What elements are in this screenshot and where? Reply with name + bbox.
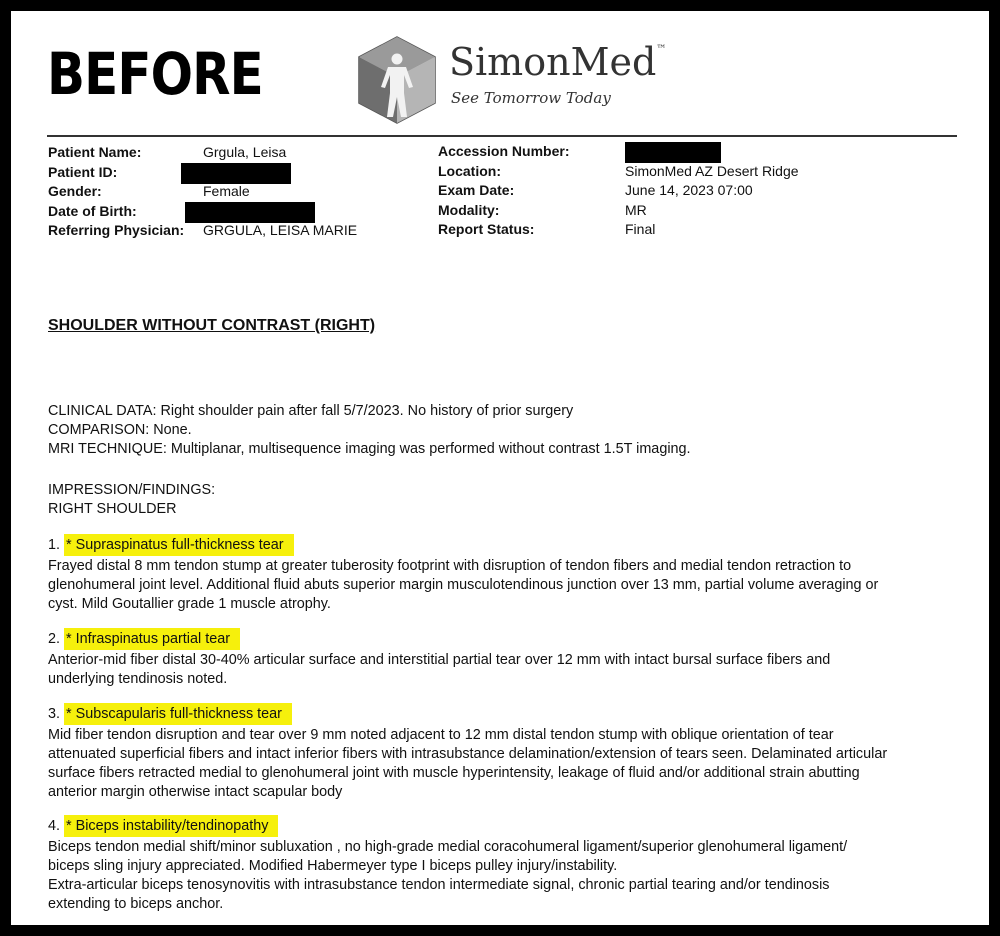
finding-line: attenuated superficial fibers and intact inferior fibers with intrasubstance delamination/extension of tears seen. Delaminated articular — [48, 746, 888, 762]
impression-heading: IMPRESSION/FINDINGS: — [48, 482, 216, 498]
referring-physician-label: Referring Physician: — [48, 222, 185, 238]
exam-labels — [438, 142, 569, 240]
patient-values — [203, 143, 357, 241]
finding-3 — [48, 705, 953, 802]
document-page — [11, 11, 989, 925]
finding-line: biceps sling injury appreciated. Modified Habermeyer type I biceps pulley injury/instability. — [48, 858, 618, 874]
finding-line: surface fibers retracted medial to glenohumeral joint with muscle hyperintensity, leakage of fluid and/or additional strain abutting — [48, 765, 860, 781]
finding-line: extending to biceps anchor. — [48, 896, 224, 912]
location-label: Location: — [438, 162, 501, 179]
finding-4 — [48, 817, 953, 914]
finding-1 — [48, 536, 953, 614]
finding-2 — [48, 630, 953, 689]
comparison-line: COMPARISON: None. — [48, 422, 192, 438]
technique-line: MRI TECHNIQUE: Multiplanar, multisequence imaging was performed without contrast 1.5T imaging. — [48, 441, 691, 457]
gender-value: Female — [203, 183, 250, 199]
report-status-label: Report Status: — [438, 221, 535, 237]
patient-id-label: Patient ID: — [48, 163, 118, 180]
logo-tagline: See Tomorrow Today — [451, 89, 611, 107]
dob-label: Date of Birth: — [48, 202, 137, 219]
referring-physician-value: GRGULA, LEISA MARIE — [203, 222, 358, 238]
dob-redaction — [185, 202, 315, 223]
clinical-info — [48, 402, 948, 459]
header-divider — [47, 135, 957, 137]
finding-heading-highlight: * Biceps instability/tendinopathy — [64, 815, 278, 837]
exam-date-label: Exam Date: — [438, 182, 515, 198]
before-label: BEFORE — [47, 40, 263, 108]
accession-number-label: Accession Number: — [438, 143, 570, 159]
finding-line: Frayed distal 8 mm tendon stump at greater tuberosity footprint with disruption of tendon fibers and medial tendon retraction to — [48, 558, 852, 574]
finding-number: 1. — [48, 537, 61, 553]
finding-line: underlying tendinosis noted. — [48, 671, 228, 687]
finding-number: 2. — [48, 631, 61, 647]
modality-label: Modality: — [438, 201, 500, 218]
patient-id-redaction — [181, 163, 291, 184]
finding-line: Mid fiber tendon disruption and tear over 9 mm noted adjacent to 12 mm distal tendon stump with oblique orientation of tear — [48, 727, 834, 743]
exam-values — [625, 142, 799, 240]
impression-headings — [48, 481, 948, 519]
finding-number: 4. — [48, 818, 61, 834]
report-status-value: Final — [625, 221, 656, 237]
simonmed-logo-icon — [357, 35, 437, 125]
exam-date-value: June 14, 2023 07:00 — [625, 182, 753, 198]
finding-line: Biceps tendon medial shift/minor subluxation , no high-grade medial coracohumeral ligament/superior glenohumeral ligament/ — [48, 839, 848, 855]
finding-heading-highlight: * Subscapularis full-thickness tear — [64, 703, 292, 725]
finding-line: Extra-articular biceps tenosynovitis with intrasubstance tendon intermediate signal, chronic partial tearing and/or tendinosis — [48, 877, 830, 893]
finding-number: 3. — [48, 706, 61, 722]
patient-name-label: Patient Name: — [48, 144, 142, 160]
location-value: SimonMed AZ Desert Ridge — [625, 162, 799, 179]
finding-line: Anterior-mid fiber distal 30-40% articular surface and interstitial partial tear over 12 mm with intact bursal surface fibers and — [48, 652, 831, 668]
finding-heading-highlight: * Supraspinatus full-thickness tear — [64, 534, 294, 556]
finding-line: anterior margin otherwise intact scapular body — [48, 784, 343, 800]
region-heading: RIGHT SHOULDER — [48, 501, 177, 517]
report-title: SHOULDER WITHOUT CONTRAST (RIGHT) — [48, 317, 376, 334]
finding-line: cyst. Mild Goutallier grade 1 muscle atrophy. — [48, 596, 331, 612]
gender-label: Gender: — [48, 183, 102, 199]
modality-value: MR — [625, 201, 647, 218]
patient-name-value: Grgula, Leisa — [203, 144, 287, 160]
finding-line: glenohumeral joint level. Additional fluid abuts superior margin musculotendinous junction over 13 mm, partial volume averaging or — [48, 577, 879, 593]
patient-labels — [48, 143, 184, 241]
finding-heading-highlight: * Infraspinatus partial tear — [64, 628, 240, 650]
accession-number-redaction — [625, 142, 721, 163]
logo-wordmark: SimonMed™ — [449, 40, 667, 84]
clinical-data-line: CLINICAL DATA: Right shoulder pain after fall 5/7/2023. No history of prior surgery — [48, 403, 574, 419]
